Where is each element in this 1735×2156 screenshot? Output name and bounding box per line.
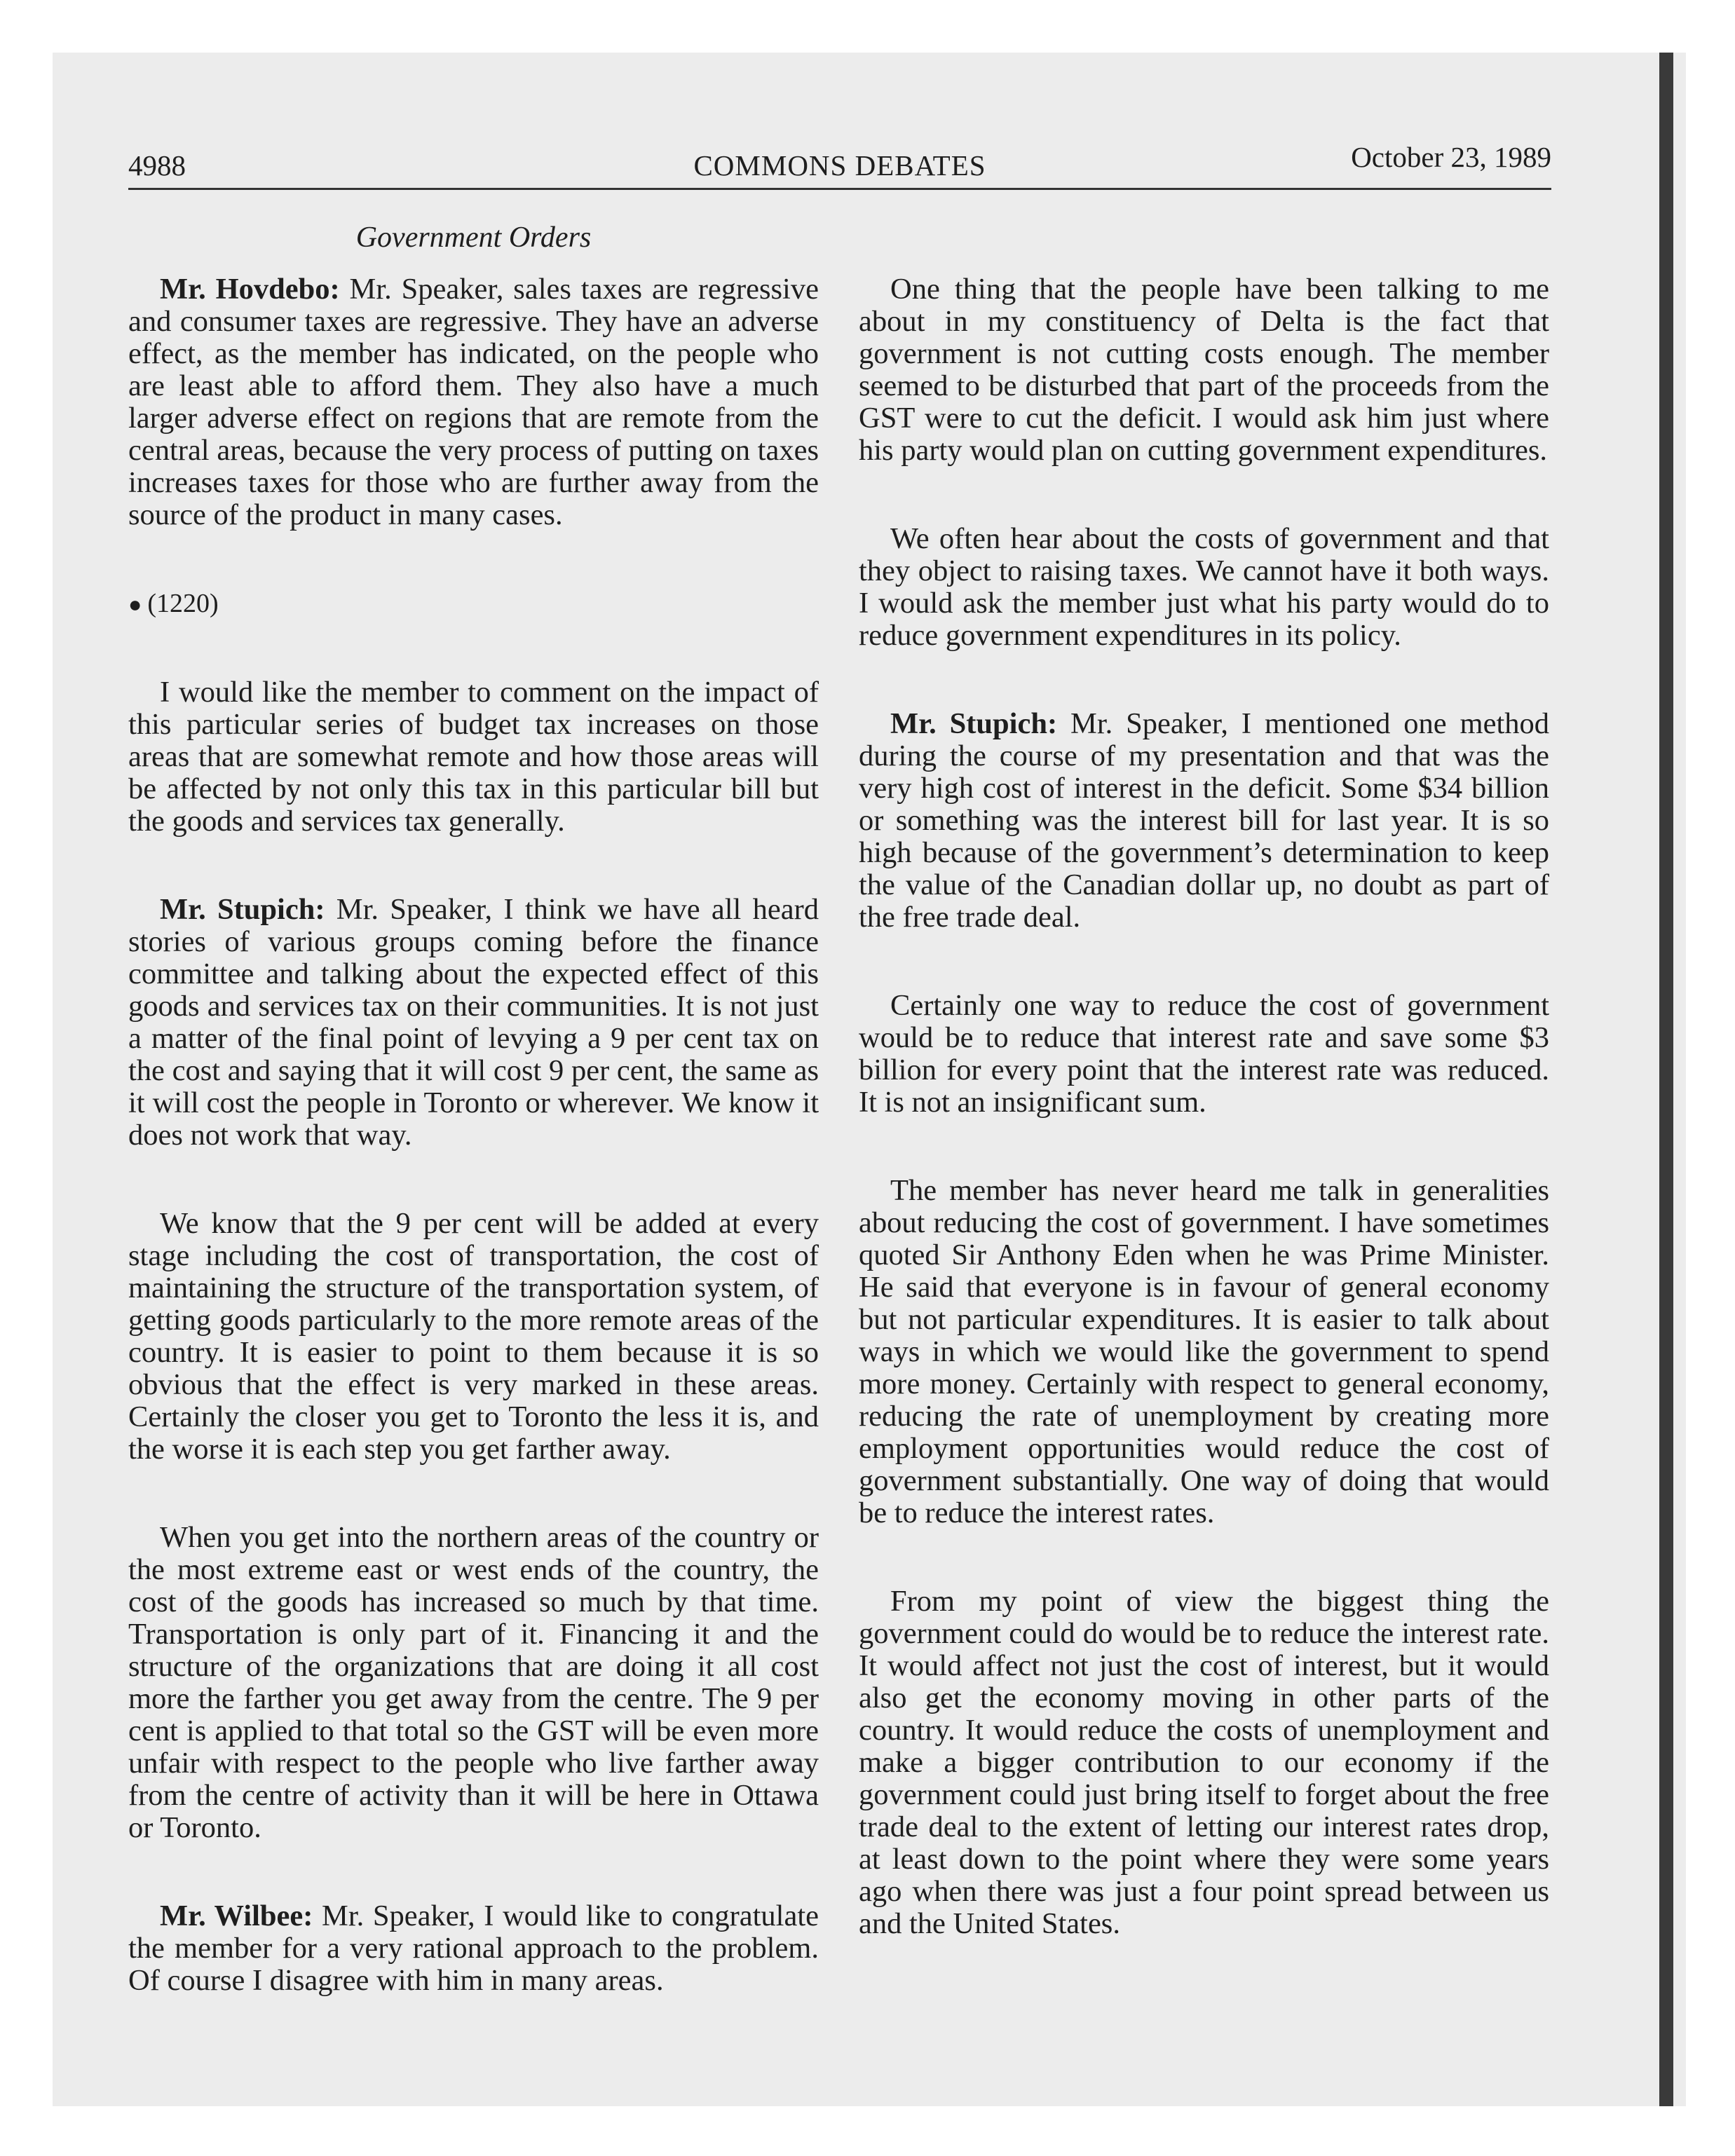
speech-text: Mr. Speaker, sales taxes are regressive and consumer taxes are regressive. They have an adverse effect, as the member has indicated, on the people who are least able to afford them. They also have a much larger adverse effect on regions that are remote from the central areas, because the very process of putting on taxes increases taxes for those who are further away from the source of the product in many cases. <box>128 273 819 531</box>
header-rule <box>128 188 1551 190</box>
speech-text: Mr. Speaker, I think we have all heard stories of various groups coming before the finance committee and talking about the expected effect of this goods and services tax on their communities. It is not just a matter of the final point of levying a 9 per cent tax on the cost and saying that it will cost 9 per cent, the same as it will cost the people in Toronto or wherever. We know it does not work that way. <box>128 893 819 1152</box>
paragraph <box>128 273 819 531</box>
bullet-icon: ● <box>128 592 142 617</box>
speaker-name: Mr. Stupich: <box>890 707 1058 740</box>
journal-title: COMMONS DEBATES <box>693 149 986 182</box>
right-column <box>859 273 1549 1940</box>
sitting-date: October 23, 1989 <box>1351 141 1551 173</box>
page-header <box>128 140 1551 186</box>
page-number: 4988 <box>128 149 186 182</box>
left-column <box>128 273 819 1997</box>
time-marker <box>128 587 819 620</box>
paragraph: We know that the 9 per cent will be added at every stage including the cost of transportation, the cost of maintaining the structure of the transportation system, of getting goods particularly to the more remote areas of the country. It is easier to point to them because it is so obvious that the effect is very marked in these areas. Certainly the closer you get to Toronto the less it is, and the worse it is each step you get farther away. <box>128 1207 819 1466</box>
paragraph: The member has never heard me talk in generalities about reducing the cost of government. I have sometimes quoted Sir Anthony Eden when he was Prime Minister. He said that everyone is in favour of general economy but not particular expenditures. It is easier to talk about ways in which we would like the government to spend more money. Certainly with respect to general economy, reducing the rate of unemployment by creating more employment opportunities would reduce the cost of government substantially. One way of doing that would be to reduce the interest rates. <box>859 1174 1549 1529</box>
paragraph <box>859 708 1549 934</box>
speech-text: Mr. Speaker, I would like to congratulate the member for a very rational approach to the problem. Of course I disagree with him in many areas. <box>128 1899 819 1997</box>
paragraph: I would like the member to comment on the impact of this particular series of budget tax increases on those areas that are somewhat remote and how those areas will be affected by not only this tax in this particular bill but the goods and services tax generally. <box>128 676 819 838</box>
paragraph: We often hear about the costs of government and that they object to raising taxes. We cannot have it both ways. I would ask the member just what his party would do to reduce government expenditures in its policy. <box>859 522 1549 652</box>
paragraph: Certainly one way to reduce the cost of government would be to reduce that interest rate and save some $3 billion for every point that the interest rate was reduced. It is not an insignificant sum. <box>859 989 1549 1119</box>
scan-edge-bar <box>1659 53 1673 2106</box>
speaker-name: Mr. Wilbee: <box>160 1899 313 1932</box>
time-marker-label: (1220) <box>147 589 219 618</box>
section-title: Government Orders <box>355 221 592 254</box>
speaker-name: Mr. Stupich: <box>160 893 325 926</box>
paragraph: One thing that the people have been talking to me about in my constituency of Delta is the fact that government is not cutting costs enough. The member seemed to be disturbed that part of the proceeds from the GST were to cut the deficit. I would ask him just where his party would plan on cutting government expenditures. <box>859 273 1549 467</box>
speech-text: Mr. Speaker, I mentioned one method during the course of my presentation and that was the very high cost of interest in the deficit. Some $34 billion or something was the interest bill for last year. It is so high because of the government’s determination to keep the value of the Canadian dollar up, no doubt as part of the free trade deal. <box>859 707 1549 934</box>
paragraph: From my point of view the biggest thing the government could do would be to reduce the interest rate. It would affect not just the cost of interest, but it would also get the economy moving in other parts of the country. It would reduce the costs of unemployment and make a bigger contribution to our economy if the government could just bring itself to forget about the free trade deal to the extent of letting our interest rates drop, at least down to the point where they were some years ago when there was just a four point spread between us and the United States. <box>859 1585 1549 1940</box>
paragraph: When you get into the northern areas of the country or the most extreme east or west ends of the country, the cost of the goods has increased so much by that time. Transportation is only part of it. Financing it and the structure of the organizations that are doing it all cost more the farther you get away from the centre. The 9 per cent is applied to that total so the GST will be even more unfair with respect to the people who live farther away from the centre of activity than it will be here in Ottawa or Toronto. <box>128 1521 819 1844</box>
paragraph <box>128 894 819 1152</box>
paragraph <box>128 1900 819 1997</box>
speaker-name: Mr. Hovdebo: <box>160 273 340 306</box>
